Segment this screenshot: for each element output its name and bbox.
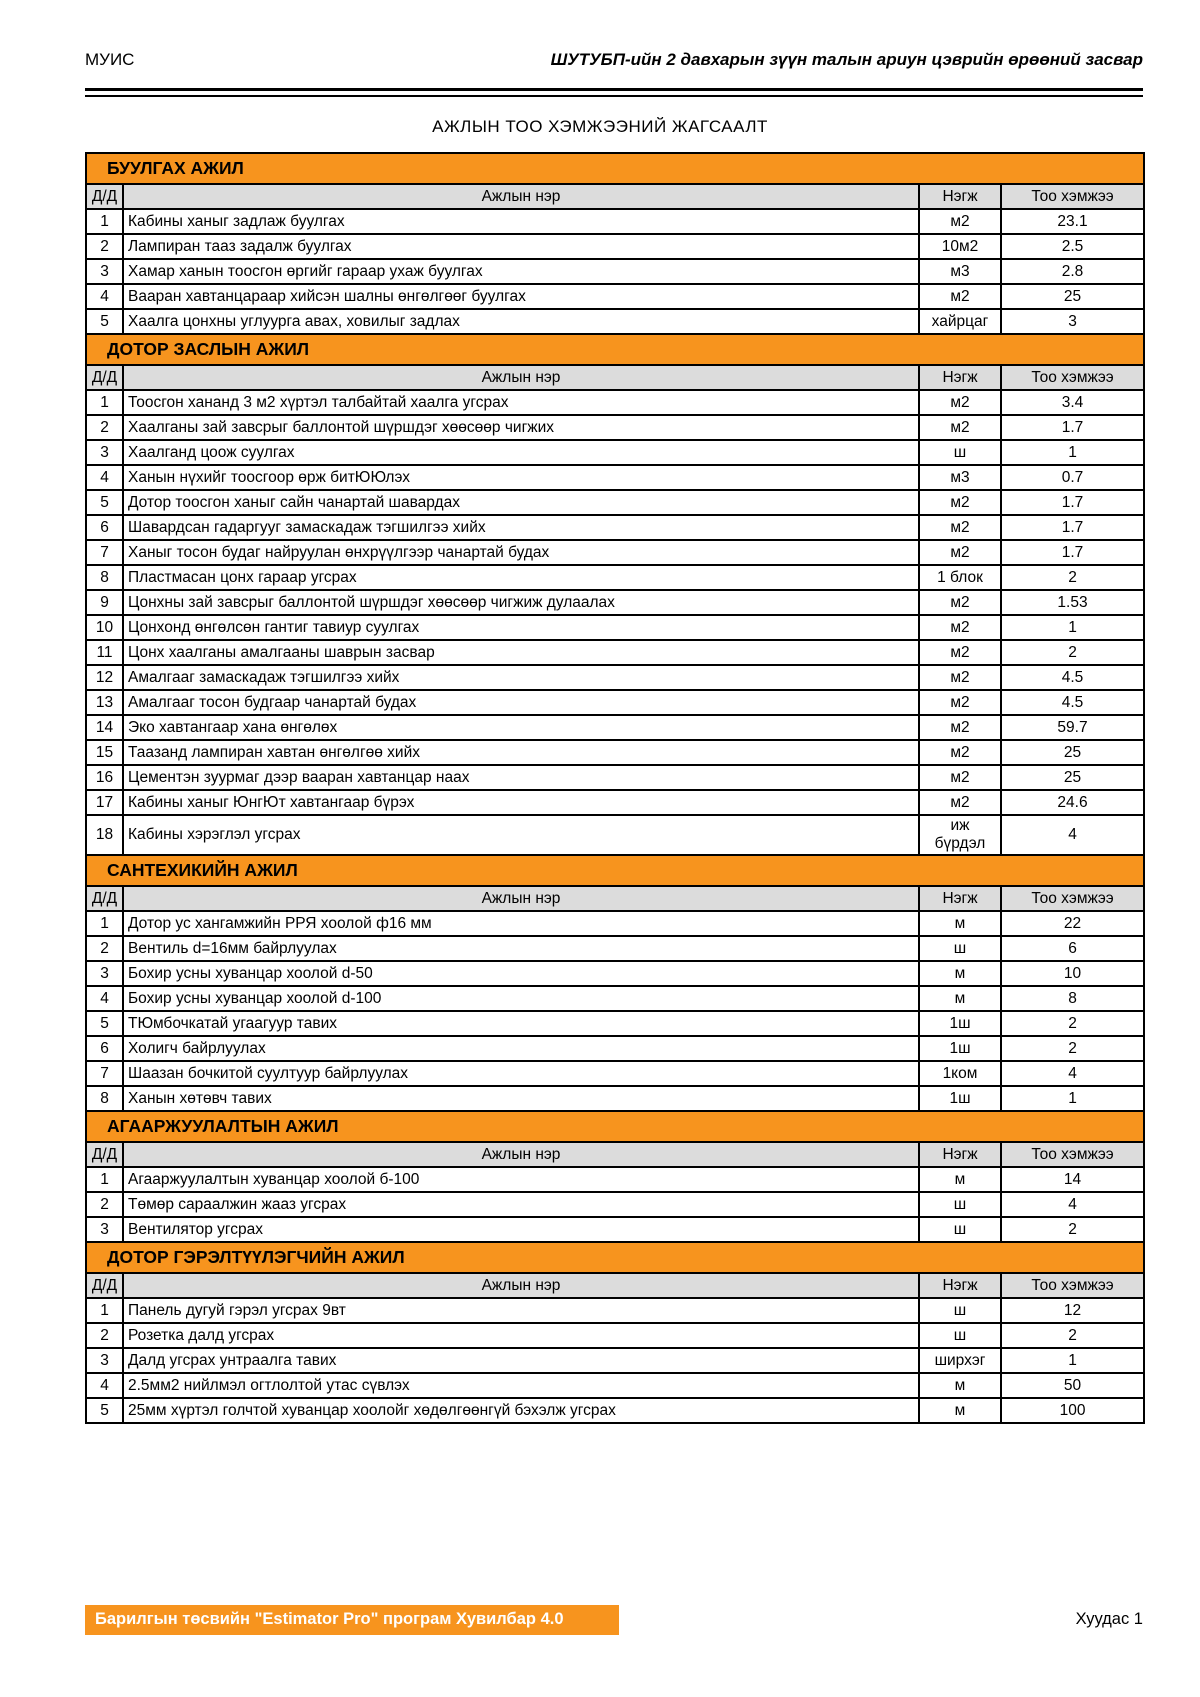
row-number: 11 xyxy=(86,640,123,665)
quantity: 1.7 xyxy=(1001,540,1144,565)
row-number: 4 xyxy=(86,986,123,1011)
quantity: 25 xyxy=(1001,740,1144,765)
work-name: Кабины ханыг задлаж буулгах xyxy=(123,209,919,234)
unit: м3 xyxy=(919,259,1001,284)
quantity: 2 xyxy=(1001,640,1144,665)
work-name: Лампиран тааз задалж буулгах xyxy=(123,234,919,259)
quantity: 100 xyxy=(1001,1398,1144,1423)
work-name: Кабины ханыг ЮнгЮт хавтангаар бүрэх xyxy=(123,790,919,815)
work-name: Цонхонд өнгөлсөн гантиг тавиур суулгах xyxy=(123,615,919,640)
table-row xyxy=(86,961,1144,986)
work-name: Агааржуулалтын хуванцар хоолой б-100 xyxy=(123,1167,919,1192)
row-number: 6 xyxy=(86,515,123,540)
work-name: Холигч байрлуулах xyxy=(123,1036,919,1061)
row-number: 2 xyxy=(86,1323,123,1348)
unit: м2 xyxy=(919,640,1001,665)
section-row xyxy=(86,855,1144,886)
column-header-qty: Тоо хэмжээ xyxy=(1001,886,1144,911)
row-number: 1 xyxy=(86,209,123,234)
table-row xyxy=(86,234,1144,259)
table-row xyxy=(86,1373,1144,1398)
section-title: САНТЕХИКИЙН АЖИЛ xyxy=(86,855,1144,886)
work-name: 2.5мм2 нийлмэл огтлолтой утас сүвлэх xyxy=(123,1373,919,1398)
unit: ш xyxy=(919,1298,1001,1323)
unit: ш xyxy=(919,936,1001,961)
work-name: Ханын нүхийг тоосгоор өрж битЮЮлэх xyxy=(123,465,919,490)
unit: м2 xyxy=(919,765,1001,790)
row-number: 7 xyxy=(86,540,123,565)
table-row xyxy=(86,740,1144,765)
unit: 1 блок xyxy=(919,565,1001,590)
quantity: 1 xyxy=(1001,440,1144,465)
work-name: Розетка далд угсрах xyxy=(123,1323,919,1348)
table-row xyxy=(86,1298,1144,1323)
column-header-unit: Нэгж xyxy=(919,1142,1001,1167)
section-title: ДОТОР ЗАСЛЫН АЖИЛ xyxy=(86,334,1144,365)
column-header-row xyxy=(86,184,1144,209)
quantity: 1.53 xyxy=(1001,590,1144,615)
work-name: Цонх хаалганы амалгааны шаврын засвар xyxy=(123,640,919,665)
unit: м2 xyxy=(919,615,1001,640)
column-header-unit: Нэгж xyxy=(919,184,1001,209)
row-number: 13 xyxy=(86,690,123,715)
work-name: Цементэн зуурмаг дээр вааран хавтанцар наах xyxy=(123,765,919,790)
row-number: 5 xyxy=(86,1398,123,1423)
table-row xyxy=(86,1036,1144,1061)
unit: ш xyxy=(919,1323,1001,1348)
row-number: 8 xyxy=(86,1086,123,1111)
column-header-num: Д/Д xyxy=(86,1273,123,1298)
work-name: Бохир усны хуванцар хоолой d-50 xyxy=(123,961,919,986)
unit: м2 xyxy=(919,490,1001,515)
unit: м2 xyxy=(919,415,1001,440)
row-number: 12 xyxy=(86,665,123,690)
column-header-qty: Тоо хэмжээ xyxy=(1001,1142,1144,1167)
table-row xyxy=(86,209,1144,234)
unit: м xyxy=(919,986,1001,1011)
row-number: 7 xyxy=(86,1061,123,1086)
row-number: 5 xyxy=(86,490,123,515)
table-row xyxy=(86,565,1144,590)
work-name: Шаазан бочкитой суултуур байрлуулах xyxy=(123,1061,919,1086)
organization-name: МУИС xyxy=(85,50,135,69)
quantity: 25 xyxy=(1001,284,1144,309)
work-name: Шавардсан гадаргууг замаскадаж тэгшилгээ хийх xyxy=(123,515,919,540)
column-header-row xyxy=(86,886,1144,911)
row-number: 4 xyxy=(86,1373,123,1398)
row-number: 2 xyxy=(86,415,123,440)
quantity: 59.7 xyxy=(1001,715,1144,740)
work-name: Тоосгон хананд 3 м2 хүртэл талбайтай хаалга угсрах xyxy=(123,390,919,415)
table-row xyxy=(86,259,1144,284)
row-number: 6 xyxy=(86,1036,123,1061)
row-number: 1 xyxy=(86,1167,123,1192)
table-row xyxy=(86,465,1144,490)
table-row xyxy=(86,1192,1144,1217)
column-header-unit: Нэгж xyxy=(919,1273,1001,1298)
row-number: 14 xyxy=(86,715,123,740)
table-row xyxy=(86,415,1144,440)
table-row xyxy=(86,440,1144,465)
quantity: 1 xyxy=(1001,1348,1144,1373)
column-header-unit: Нэгж xyxy=(919,365,1001,390)
work-name: Далд угсрах унтраалга тавих xyxy=(123,1348,919,1373)
table-row xyxy=(86,936,1144,961)
work-name: Хаалга цонхны углуурга авах, ховилыг задлах xyxy=(123,309,919,334)
table-row xyxy=(86,815,1144,855)
work-name: Вентилятор угсрах xyxy=(123,1217,919,1242)
table-row xyxy=(86,986,1144,1011)
work-name: Кабины хэрэглэл угсрах xyxy=(123,815,919,855)
column-header-name: Ажлын нэр xyxy=(123,184,919,209)
unit: м2 xyxy=(919,665,1001,690)
work-table-body xyxy=(86,153,1144,1423)
column-header-qty: Тоо хэмжээ xyxy=(1001,184,1144,209)
table-row xyxy=(86,1323,1144,1348)
work-name: Бохир усны хуванцар хоолой d-100 xyxy=(123,986,919,1011)
table-row xyxy=(86,1061,1144,1086)
work-name: Пластмасан цонх гараар угсрах xyxy=(123,565,919,590)
row-number: 8 xyxy=(86,565,123,590)
work-name: Цонхны зай завсрыг баллонтой шүршдэг хөөсөөр чигжиж дулаалах xyxy=(123,590,919,615)
unit: м xyxy=(919,961,1001,986)
quantity: 2 xyxy=(1001,1011,1144,1036)
unit: м2 xyxy=(919,590,1001,615)
section-title: ДОТОР ГЭРЭЛТҮҮЛЭГЧИЙН АЖИЛ xyxy=(86,1242,1144,1273)
quantity: 1.7 xyxy=(1001,490,1144,515)
unit: м2 xyxy=(919,390,1001,415)
quantity: 4 xyxy=(1001,1192,1144,1217)
table-row xyxy=(86,590,1144,615)
table-row xyxy=(86,1398,1144,1423)
work-name: Эко хавтангаар хана өнгөлөх xyxy=(123,715,919,740)
unit: ширхэг xyxy=(919,1348,1001,1373)
unit: м xyxy=(919,911,1001,936)
unit: м2 xyxy=(919,284,1001,309)
table-row xyxy=(86,1217,1144,1242)
work-name: Дотор ус хангамжийн РРЯ хоолой ф16 мм xyxy=(123,911,919,936)
work-name: Амалгааг замаскадаж тэгшилгээ хийх xyxy=(123,665,919,690)
unit: м2 xyxy=(919,715,1001,740)
column-header-name: Ажлын нэр xyxy=(123,365,919,390)
unit: ш xyxy=(919,440,1001,465)
row-number: 3 xyxy=(86,259,123,284)
row-number: 3 xyxy=(86,1348,123,1373)
work-name: Хаалганд цоож суулгах xyxy=(123,440,919,465)
row-number: 2 xyxy=(86,1192,123,1217)
work-name: Дотор тоосгон ханыг сайн чанартай шавардах xyxy=(123,490,919,515)
unit: ш xyxy=(919,1217,1001,1242)
work-name: Вааран хавтанцараар хийсэн шалны өнгөлгөөг буулгах xyxy=(123,284,919,309)
table-row xyxy=(86,665,1144,690)
table-row xyxy=(86,284,1144,309)
page-number: Хуудас 1 xyxy=(1075,1610,1143,1628)
table-row xyxy=(86,309,1144,334)
row-number: 4 xyxy=(86,465,123,490)
row-number: 1 xyxy=(86,390,123,415)
quantity: 2.8 xyxy=(1001,259,1144,284)
quantity: 8 xyxy=(1001,986,1144,1011)
work-name: Хамар ханын тоосгон өргийг гараар ухаж буулгах xyxy=(123,259,919,284)
row-number: 2 xyxy=(86,936,123,961)
quantity: 25 xyxy=(1001,765,1144,790)
work-quantity-table xyxy=(85,152,1145,1424)
quantity: 4 xyxy=(1001,1061,1144,1086)
table-row xyxy=(86,1167,1144,1192)
row-number: 18 xyxy=(86,815,123,855)
quantity: 2 xyxy=(1001,1036,1144,1061)
unit: м3 xyxy=(919,465,1001,490)
unit: хайрцаг xyxy=(919,309,1001,334)
column-header-qty: Тоо хэмжээ xyxy=(1001,1273,1144,1298)
row-number: 3 xyxy=(86,440,123,465)
row-number: 2 xyxy=(86,234,123,259)
unit: 1ком xyxy=(919,1061,1001,1086)
quantity: 23.1 xyxy=(1001,209,1144,234)
column-header-row xyxy=(86,1142,1144,1167)
quantity: 2 xyxy=(1001,1217,1144,1242)
quantity: 4.5 xyxy=(1001,690,1144,715)
unit: 10м2 xyxy=(919,234,1001,259)
section-row xyxy=(86,153,1144,184)
column-header-qty: Тоо хэмжээ xyxy=(1001,365,1144,390)
unit: м2 xyxy=(919,790,1001,815)
section-row xyxy=(86,1242,1144,1273)
column-header-num: Д/Д xyxy=(86,184,123,209)
table-row xyxy=(86,540,1144,565)
quantity: 2 xyxy=(1001,565,1144,590)
unit: м2 xyxy=(919,515,1001,540)
column-header-name: Ажлын нэр xyxy=(123,1273,919,1298)
quantity: 14 xyxy=(1001,1167,1144,1192)
column-header-num: Д/Д xyxy=(86,365,123,390)
unit: иж бүрдэл xyxy=(919,815,1001,855)
unit: м xyxy=(919,1398,1001,1423)
table-row xyxy=(86,640,1144,665)
work-name: Хаалганы зай завсрыг баллонтой шүршдэг хөөсөөр чигжих xyxy=(123,415,919,440)
unit: 1ш xyxy=(919,1036,1001,1061)
column-header-name: Ажлын нэр xyxy=(123,886,919,911)
work-name: Панель дугуй гэрэл угсрах 9вт xyxy=(123,1298,919,1323)
column-header-unit: Нэгж xyxy=(919,886,1001,911)
row-number: 3 xyxy=(86,961,123,986)
unit: м xyxy=(919,1167,1001,1192)
quantity: 4.5 xyxy=(1001,665,1144,690)
row-number: 5 xyxy=(86,309,123,334)
table-row xyxy=(86,1348,1144,1373)
work-name: 25мм хүртэл голчтой хуванцар хоолойг хөдөлгөөнгүй бэхэлж угсрах xyxy=(123,1398,919,1423)
row-number: 10 xyxy=(86,615,123,640)
table-row xyxy=(86,790,1144,815)
quantity: 6 xyxy=(1001,936,1144,961)
column-header-num: Д/Д xyxy=(86,1142,123,1167)
column-header-row xyxy=(86,365,1144,390)
page-title: АЖЛЫН ТОО ХЭМЖЭЭНИЙ ЖАГСААЛТ xyxy=(432,117,768,136)
table-row xyxy=(86,615,1144,640)
quantity: 3 xyxy=(1001,309,1144,334)
row-number: 9 xyxy=(86,590,123,615)
document-header xyxy=(85,50,1143,70)
row-number: 17 xyxy=(86,790,123,815)
row-number: 1 xyxy=(86,911,123,936)
section-row xyxy=(86,1111,1144,1142)
row-number: 4 xyxy=(86,284,123,309)
row-number: 15 xyxy=(86,740,123,765)
row-number: 5 xyxy=(86,1011,123,1036)
row-number: 16 xyxy=(86,765,123,790)
quantity: 3.4 xyxy=(1001,390,1144,415)
quantity: 4 xyxy=(1001,815,1144,855)
table-row xyxy=(86,715,1144,740)
quantity: 1.7 xyxy=(1001,415,1144,440)
quantity: 0.7 xyxy=(1001,465,1144,490)
work-name: ТЮмбочкатай угаагуур тавих xyxy=(123,1011,919,1036)
column-header-name: Ажлын нэр xyxy=(123,1142,919,1167)
row-number: 3 xyxy=(86,1217,123,1242)
section-title: АГААРЖУУЛАЛТЫН АЖИЛ xyxy=(86,1111,1144,1142)
unit: 1ш xyxy=(919,1011,1001,1036)
table-row xyxy=(86,911,1144,936)
work-name: Ханын хөтөвч тавих xyxy=(123,1086,919,1111)
quantity: 22 xyxy=(1001,911,1144,936)
header-divider xyxy=(85,88,1143,97)
work-name: Амалгааг тосон будгаар чанартай будах xyxy=(123,690,919,715)
section-title: БУУЛГАХ АЖИЛ xyxy=(86,153,1144,184)
unit: м2 xyxy=(919,540,1001,565)
unit: м xyxy=(919,1373,1001,1398)
unit: м2 xyxy=(919,209,1001,234)
table-row xyxy=(86,1011,1144,1036)
work-name: Ханыг тосон будаг найруулан өнхрүүлгээр чанартай будах xyxy=(123,540,919,565)
quantity: 12 xyxy=(1001,1298,1144,1323)
quantity: 50 xyxy=(1001,1373,1144,1398)
table-row xyxy=(86,390,1144,415)
column-header-row xyxy=(86,1273,1144,1298)
footer-program-banner: Барилгын төсвийн "Estimator Pro" програм Хувилбар 4.0 xyxy=(85,1605,619,1635)
unit: 1ш xyxy=(919,1086,1001,1111)
quantity: 2 xyxy=(1001,1323,1144,1348)
table-row xyxy=(86,490,1144,515)
unit: м2 xyxy=(919,690,1001,715)
unit: ш xyxy=(919,1192,1001,1217)
project-description: ШУТУБП-ийн 2 давхарын зүүн талын ариун цэврийн өрөөний засвар xyxy=(550,50,1143,69)
quantity: 1.7 xyxy=(1001,515,1144,540)
section-row xyxy=(86,334,1144,365)
table-row xyxy=(86,690,1144,715)
quantity: 24.6 xyxy=(1001,790,1144,815)
quantity: 1 xyxy=(1001,1086,1144,1111)
column-header-num: Д/Д xyxy=(86,886,123,911)
quantity: 10 xyxy=(1001,961,1144,986)
work-name: Вентиль d=16мм байрлуулах xyxy=(123,936,919,961)
work-name: Төмөр сараалжин жааз угсрах xyxy=(123,1192,919,1217)
row-number: 1 xyxy=(86,1298,123,1323)
quantity: 1 xyxy=(1001,615,1144,640)
table-row xyxy=(86,515,1144,540)
quantity: 2.5 xyxy=(1001,234,1144,259)
work-name: Таазанд лампиран хавтан өнгөлгөө хийх xyxy=(123,740,919,765)
unit: м2 xyxy=(919,740,1001,765)
table-row xyxy=(86,765,1144,790)
table-row xyxy=(86,1086,1144,1111)
